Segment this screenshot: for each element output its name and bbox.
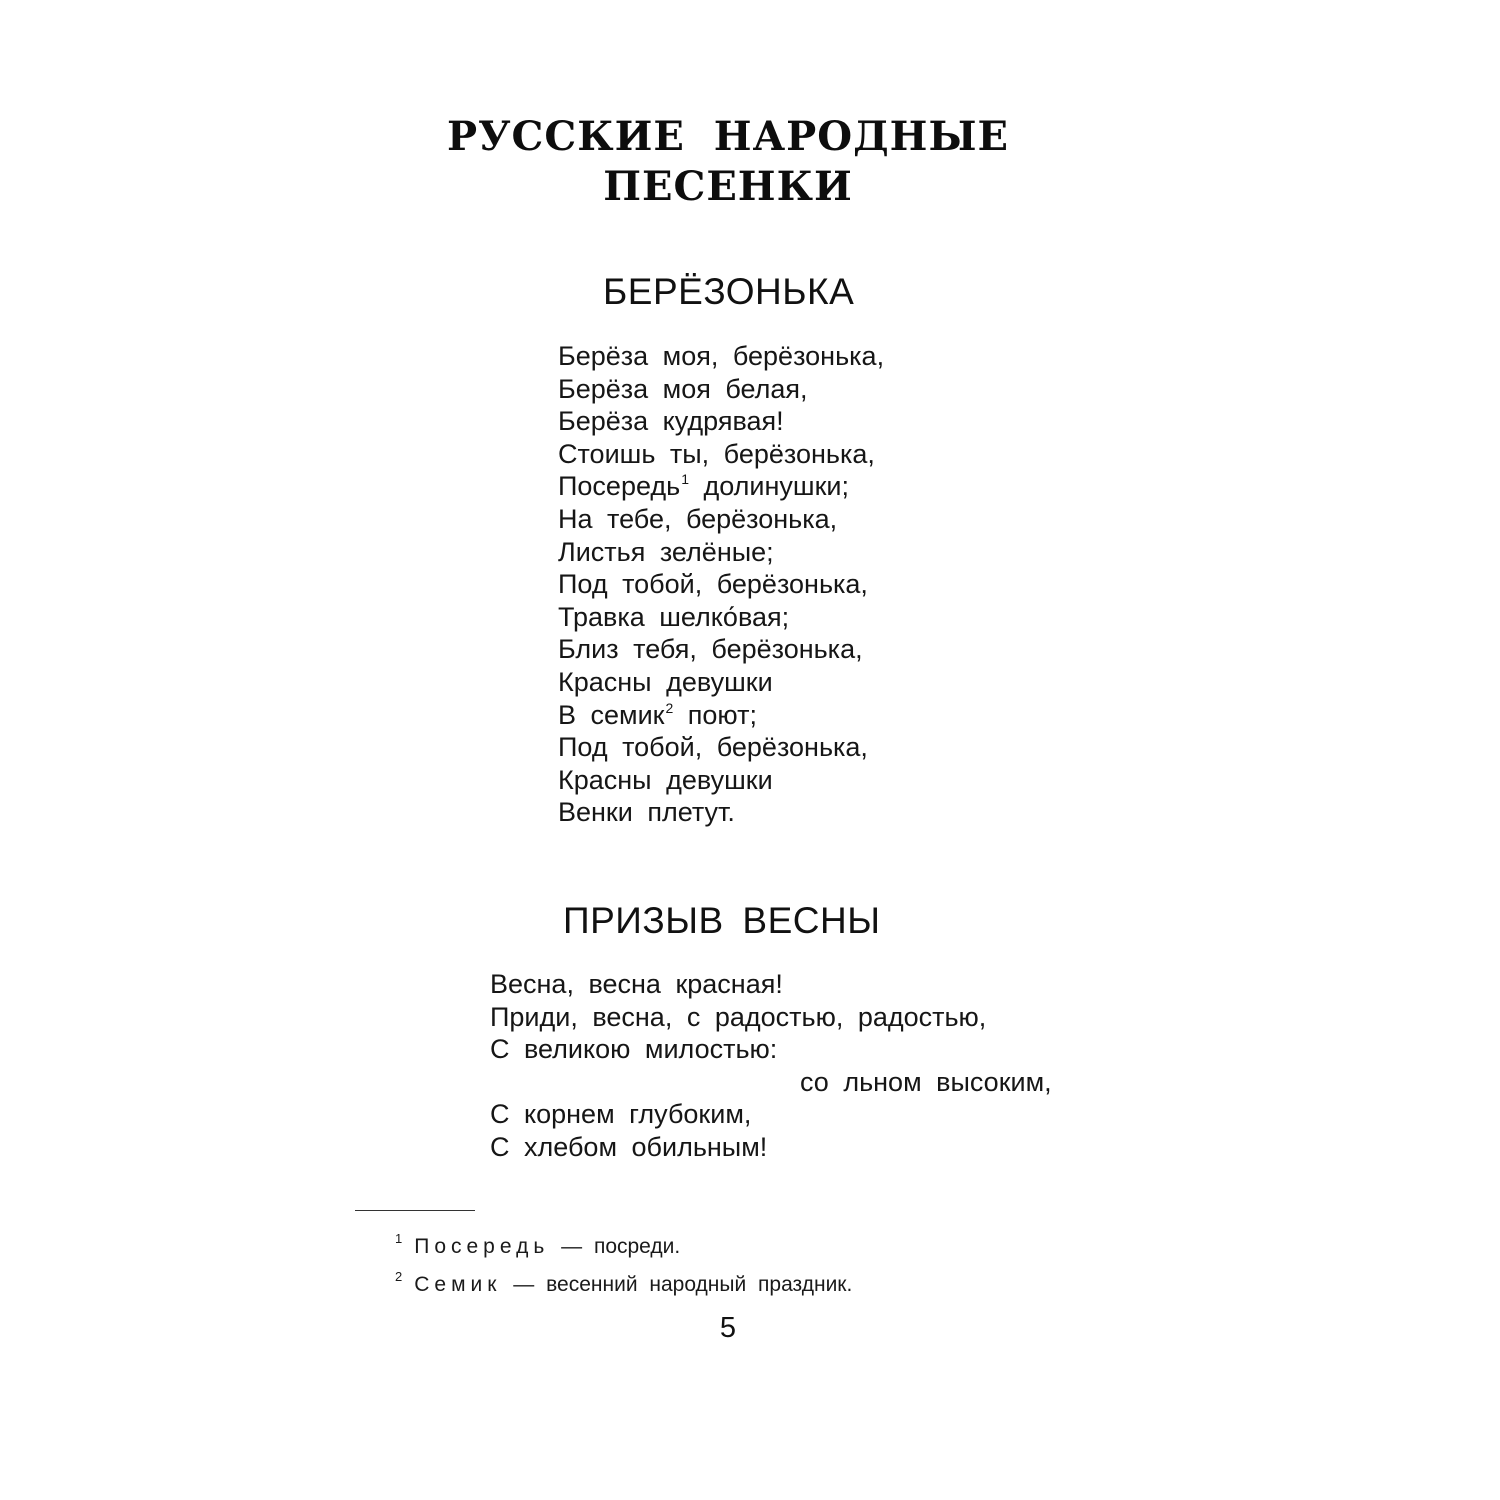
footnote-number: 2 — [395, 1269, 403, 1284]
verse-line: Приди, весна, с радостью, радостью, — [490, 1001, 987, 1032]
verse-line-text: В семик — [558, 699, 665, 730]
footnotes — [395, 1228, 852, 1304]
footnote-definition: посреди. — [593, 1235, 681, 1258]
verse-line: С великою милостью: — [490, 1034, 778, 1065]
verse-line: Берёза моя белая, — [558, 373, 808, 404]
verse-line: Травка шелко́вая; — [558, 601, 790, 632]
verse-line: Под тобой, берёзонька, — [558, 569, 868, 600]
footnote-number: 1 — [395, 1231, 403, 1246]
footnote-ref-1: 1 — [681, 471, 689, 488]
verse-line: С хлебом обильным! — [490, 1131, 768, 1162]
footnote-ref-2: 2 — [665, 699, 674, 716]
verse-line — [558, 470, 884, 503]
footnote-dash: — — [549, 1235, 594, 1258]
song-title-berezonka: БЕРЁЗОНЬКА — [603, 271, 855, 312]
footnote-2 — [395, 1266, 852, 1304]
footnote-1 — [395, 1228, 852, 1266]
footnote-dash: — — [501, 1273, 547, 1296]
verse-line-text: поют; — [673, 699, 757, 730]
verse-line: Красны девушки — [558, 666, 773, 697]
verse-line: На тебе, берёзонька, — [558, 503, 838, 534]
verse-line: Красны девушки — [558, 764, 773, 795]
verse-line: Стоишь ты, берёзонька, — [558, 438, 875, 469]
page-title-line-2: ПЕСЕНКИ — [603, 163, 853, 210]
verse-line: Листья зелёные; — [558, 536, 774, 567]
verse-line: Под тобой, берёзонька, — [558, 732, 868, 763]
verse-line: С корнем глубоким, — [490, 1099, 752, 1130]
verse-line: Берёза моя, берёзонька, — [558, 341, 885, 371]
page-number: 5 — [719, 1312, 737, 1344]
verse-line: Близ тебя, берёзонька, — [558, 634, 863, 665]
footnote-definition: весенний народный праздник. — [546, 1273, 853, 1296]
verse-line-text: долинушки; — [689, 471, 849, 502]
verse-prizyv-vesny — [490, 968, 1052, 1164]
verse-line-indented: со льном высоким, — [800, 1066, 1052, 1097]
page-title-line-1: РУССКИЕ НАРОДНЫЕ — [446, 113, 1009, 160]
verse-line — [558, 699, 884, 732]
verse-line: Венки плетут. — [558, 797, 735, 828]
footnote-divider — [355, 1210, 475, 1211]
verse-line: Весна, весна красная! — [490, 969, 783, 999]
footnote-term: Посередь — [414, 1235, 550, 1258]
page-title — [0, 112, 1456, 212]
song-title-prizyv-vesny: ПРИЗЫВ ВЕСНЫ — [563, 900, 881, 941]
footnote-term: Семик — [414, 1273, 502, 1296]
verse-line-text: Посередь — [558, 471, 681, 502]
verse-line: Берёза кудрявая! — [558, 406, 784, 437]
verse-berezonka — [558, 340, 884, 829]
